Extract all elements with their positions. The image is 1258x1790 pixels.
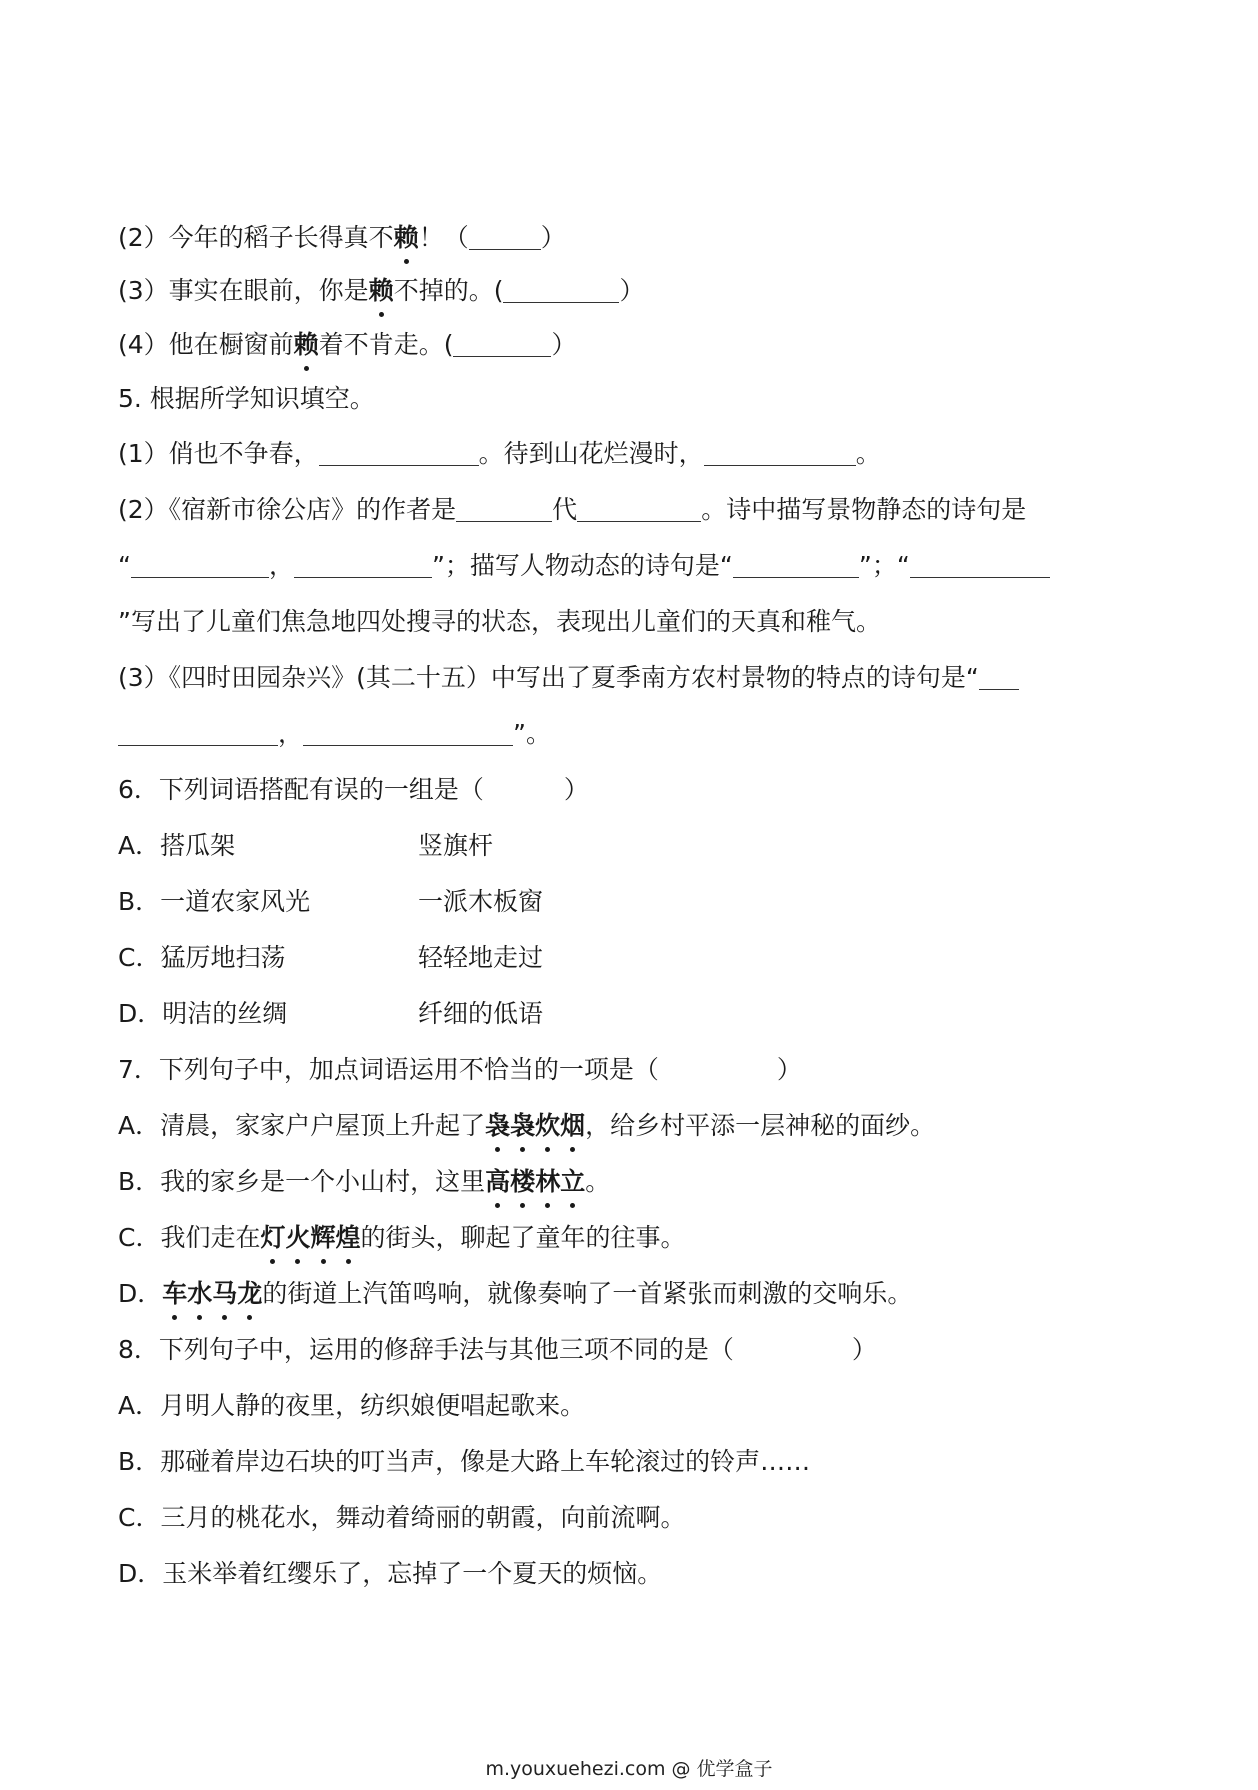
q6-option[interactable] bbox=[118, 884, 1078, 920]
q7-title-text: 7．下列句子中，加点词语运用不恰当的一项是（ bbox=[118, 1055, 659, 1084]
option-right: 竖旗杆 bbox=[418, 831, 494, 860]
answer-blank[interactable] bbox=[294, 551, 432, 578]
dotted-char: 楼 bbox=[510, 1164, 535, 1200]
option-text-post: 。 bbox=[585, 1167, 611, 1196]
paren-close: ） bbox=[776, 1055, 802, 1084]
option-left: B．一道农家风光 bbox=[118, 887, 311, 916]
answer-blank[interactable] bbox=[733, 551, 859, 578]
paren-close: ） bbox=[851, 1335, 877, 1364]
dotted-char: 赖 bbox=[294, 327, 319, 363]
option-left: C．猛厉地扫荡 bbox=[118, 943, 286, 972]
q4-item-3-text: (3）事实在眼前，你是 bbox=[118, 276, 369, 305]
q8-option[interactable]: A．月明人静的夜里，纺织娘便唱起歌来。 bbox=[118, 1391, 586, 1420]
q5-item-2-line-2 bbox=[118, 548, 1078, 584]
dotted-char: 林 bbox=[535, 1164, 560, 1200]
q8-option[interactable]: B．那碰着岸边石块的叮当声，像是大路上车轮滚过的铃声…… bbox=[118, 1447, 811, 1476]
q4-item-3 bbox=[118, 273, 1078, 309]
q5-item-2-text-a: (2）《宿新市徐公店》的作者是 bbox=[118, 495, 457, 524]
q7-option-d[interactable] bbox=[118, 1276, 1078, 1312]
comma: ， bbox=[268, 551, 294, 580]
q4-item-3-text-post: 不掉的。( bbox=[393, 276, 504, 305]
q8-title-text: 8．下列句子中，运用的修辞手法与其他三项不同的是（ bbox=[118, 1335, 734, 1364]
q5-item-1-text-a: (1）俏也不争春， bbox=[118, 439, 319, 468]
footer-watermark: m.youxuehezi.com @ 优学盒子 bbox=[485, 1758, 773, 1780]
answer-blank[interactable] bbox=[469, 223, 541, 250]
paren-close: ） bbox=[563, 775, 589, 804]
answer-blank[interactable] bbox=[303, 719, 513, 746]
dotted-char: 马 bbox=[212, 1276, 237, 1312]
q4-item-2-text-post: ！（ bbox=[418, 223, 469, 252]
dotted-char: 煌 bbox=[336, 1220, 361, 1256]
q4-item-2-text: (2）今年的稻子长得真不 bbox=[118, 223, 394, 252]
option-text-post: 的街头，聊起了童年的往事。 bbox=[360, 1223, 686, 1252]
q7-option-b[interactable] bbox=[118, 1164, 1078, 1200]
answer-blank[interactable] bbox=[319, 439, 479, 466]
q5-item-2 bbox=[118, 492, 1078, 528]
paren-close: ） bbox=[540, 223, 566, 252]
q5-item-3-line-2 bbox=[118, 716, 1078, 752]
option-text: C．我们走在 bbox=[118, 1223, 261, 1252]
q5-title: 5. 根据所学知识填空。 bbox=[118, 384, 375, 413]
q5-item-3 bbox=[118, 660, 1078, 696]
q6-option[interactable] bbox=[118, 996, 1078, 1032]
q5-item-2-text-b: 代 bbox=[552, 495, 578, 524]
answer-blank[interactable] bbox=[456, 495, 552, 522]
option-text: B．我的家乡是一个小山村，这里 bbox=[118, 1167, 486, 1196]
answer-blank[interactable] bbox=[910, 551, 1050, 578]
q8-option[interactable]: C．三月的桃花水，舞动着绮丽的朝霞，向前流啊。 bbox=[118, 1503, 686, 1532]
q5-item-1-text-b: 。待到山花烂漫时， bbox=[478, 439, 704, 468]
q6-option[interactable] bbox=[118, 940, 1078, 976]
option-text-post: 的街道上汽笛鸣响，就像奏响了一首紧张而刺激的交响乐。 bbox=[262, 1279, 913, 1308]
q8-title bbox=[118, 1332, 1078, 1368]
quote-close: ”。 bbox=[513, 719, 551, 748]
q5-item-3-text: (3）《四时田园杂兴》(其二十五）中写出了夏季南方农村景物的特点的诗句是“ bbox=[118, 663, 979, 692]
option-text: A．清晨，家家户户屋顶上升起了 bbox=[118, 1111, 486, 1140]
answer-blank[interactable] bbox=[131, 551, 269, 578]
option-right: 轻轻地走过 bbox=[418, 943, 544, 972]
dotted-char: 袅 bbox=[485, 1108, 510, 1144]
paren-close: ） bbox=[619, 276, 645, 305]
answer-blank[interactable] bbox=[577, 495, 701, 522]
q7-option-a[interactable] bbox=[118, 1108, 1078, 1144]
dotted-char: 火 bbox=[285, 1220, 310, 1256]
q4-item-4 bbox=[118, 327, 1078, 363]
q5-item-1 bbox=[118, 436, 1078, 472]
q7-title bbox=[118, 1052, 1078, 1088]
dotted-char: 赖 bbox=[369, 273, 394, 309]
dotted-char: 车 bbox=[162, 1276, 187, 1312]
answer-blank[interactable] bbox=[503, 276, 619, 303]
q6-title-text: 6．下列词语搭配有误的一组是（ bbox=[118, 775, 484, 804]
q5-item-2-line-3: ”写出了儿童们焦急地四处搜寻的状态，表现出儿童们的天真和稚气。 bbox=[118, 607, 881, 636]
q5-item-1-text-c: 。 bbox=[855, 439, 881, 468]
q4-item-4-text: (4）他在橱窗前 bbox=[118, 330, 294, 359]
dotted-char: 高 bbox=[485, 1164, 510, 1200]
q8-option[interactable]: D．玉米举着红缨乐了，忘掉了一个夏天的烦恼。 bbox=[118, 1559, 663, 1588]
dotted-char: 烟 bbox=[560, 1108, 585, 1144]
q4-item-2 bbox=[118, 220, 1078, 256]
quote-separator: ”；“ bbox=[858, 551, 910, 580]
q6-option[interactable] bbox=[118, 828, 1078, 864]
option-text: D． bbox=[118, 1279, 163, 1308]
q7-option-c[interactable] bbox=[118, 1220, 1078, 1256]
q6-title bbox=[118, 772, 1078, 808]
dotted-char: 灯 bbox=[260, 1220, 285, 1256]
q5-item-2-text-d: ”；描写人物动态的诗句是“ bbox=[431, 551, 733, 580]
dotted-char: 立 bbox=[560, 1164, 585, 1200]
option-left: A．搭瓜架 bbox=[118, 831, 236, 860]
answer-blank[interactable] bbox=[979, 663, 1019, 690]
dotted-char: 龙 bbox=[237, 1276, 262, 1312]
dotted-char: 炊 bbox=[535, 1108, 560, 1144]
dotted-char: 辉 bbox=[311, 1220, 336, 1256]
answer-blank[interactable] bbox=[704, 439, 856, 466]
answer-blank[interactable] bbox=[118, 719, 278, 746]
dotted-char: 水 bbox=[187, 1276, 212, 1312]
quote-open: “ bbox=[118, 551, 131, 580]
option-right: 一派木板窗 bbox=[418, 887, 544, 916]
comma: ， bbox=[278, 719, 304, 748]
option-left: D．明洁的丝绸 bbox=[118, 999, 288, 1028]
dotted-char: 赖 bbox=[394, 220, 419, 256]
answer-blank[interactable] bbox=[453, 330, 551, 357]
q4-item-4-text-post: 着不肯走。( bbox=[318, 330, 454, 359]
dotted-char: 袅 bbox=[510, 1108, 535, 1144]
option-text-post: ，给乡村平添一层神秘的面纱。 bbox=[585, 1111, 936, 1140]
q5-item-2-text-c: 。诗中描写景物静态的诗句是 bbox=[701, 495, 1027, 524]
paren-close: ） bbox=[551, 330, 577, 359]
option-right: 纤细的低语 bbox=[418, 999, 544, 1028]
